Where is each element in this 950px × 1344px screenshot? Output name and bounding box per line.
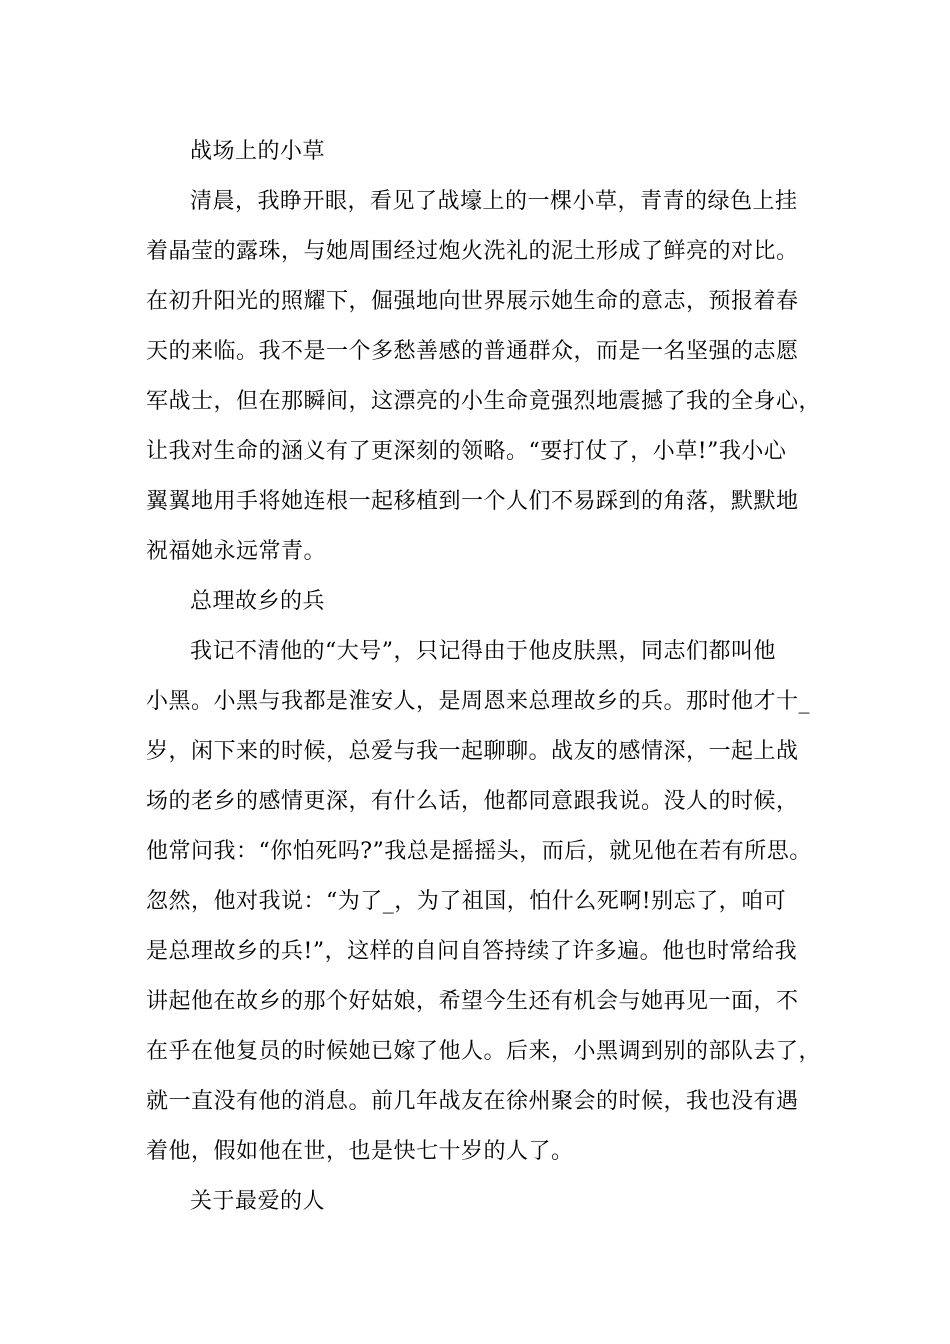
paragraph-line: 岁，闲下来的时候，总爱与我一起聊聊。战友的感情深，一起上战 bbox=[146, 739, 799, 764]
paragraph-line: 就一直没有他的消息。前几年战友在徐州聚会的时候，我也没有遇 bbox=[146, 1089, 799, 1114]
paragraph-line: 讲起他在故乡的那个好姑娘，希望今生还有机会与她再见一面，不 bbox=[146, 989, 799, 1014]
paragraph-line: 祝福她永远常青。 bbox=[146, 539, 327, 564]
paragraph-line: 清晨，我睁开眼，看见了战壕上的一棵小草，青青的绿色上挂 bbox=[190, 189, 798, 214]
paragraph-line: 着晶莹的露珠，与她周围经过炮火洗礼的泥土形成了鲜亮的对比。 bbox=[146, 239, 799, 264]
paragraph-line: 忽然，他对我说：“为了_，为了祖国，怕什么死啊!别忘了，咱可 bbox=[146, 889, 787, 914]
paragraph-line: 天的来临。我不是一个多愁善感的普通群众，而是一名坚强的志愿 bbox=[146, 339, 799, 364]
paragraph-line: 翼翼地用手将她连根一起移植到一个人们不易踩到的角落，默默地 bbox=[146, 489, 799, 514]
section-title-1: 战场上的小草 bbox=[190, 139, 326, 164]
paragraph-line: 着他，假如他在世，也是快七十岁的人了。 bbox=[146, 1139, 574, 1164]
paragraph-line: 让我对生命的涵义有了更深刻的领略。“要打仗了，小草!”我小心 bbox=[146, 439, 787, 464]
paragraph-line: 在初升阳光的照耀下，倔强地向世界展示她生命的意志，预报着春 bbox=[146, 289, 799, 314]
paragraph-line: 我记不清他的“大号”，只记得由于他皮肤黑，同志们都叫他 bbox=[190, 639, 776, 664]
paragraph-line: 场的老乡的感情更深，有什么话，他都同意跟我说。没人的时候， bbox=[146, 789, 799, 814]
section-title-3: 关于最爱的人 bbox=[190, 1189, 326, 1214]
paragraph-line: 是总理故乡的兵!”，这样的自问自答持续了许多遍。他也时常给我 bbox=[146, 939, 798, 964]
section-title-2: 总理故乡的兵 bbox=[190, 589, 326, 614]
paragraph-line: 他常问我：“你怕死吗?”我总是摇摇头，而后，就见他在若有所思。 bbox=[146, 839, 812, 864]
paragraph-line: 军战士，但在那瞬间，这漂亮的小生命竟强烈地震撼了我的全身心， bbox=[146, 389, 822, 414]
paragraph-line: 小黑。小黑与我都是淮安人，是周恩来总理故乡的兵。那时他才十_ bbox=[146, 689, 811, 714]
paragraph-line: 在乎在他复员的时候她已嫁了他人。后来，小黑调到别的部队去了， bbox=[146, 1039, 822, 1064]
